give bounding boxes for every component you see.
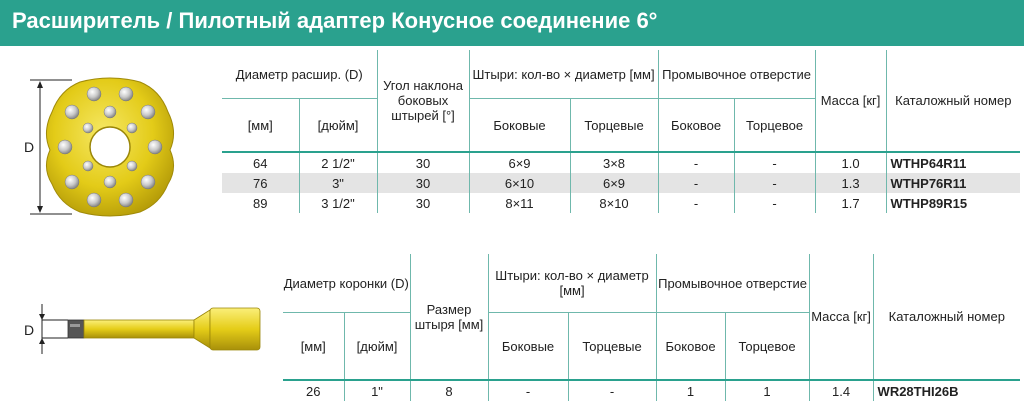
header-mass: Масса [кг] — [815, 50, 886, 152]
cell-flush-side: - — [658, 173, 734, 193]
cell-inch: 2 1/2" — [299, 152, 377, 173]
header-mass: Масса [кг] — [809, 254, 873, 380]
cell-pins-face: 8×10 — [570, 193, 658, 213]
cell-mass: 1.7 — [815, 193, 886, 213]
header-pins: Штыри: кол-во × диаметр [мм] — [469, 50, 658, 99]
cell-pins-side: - — [488, 380, 568, 401]
header-pins: Штыри: кол-во × диаметр [мм] — [488, 254, 656, 313]
cell-pin-size: 8 — [410, 380, 488, 401]
adapter-dimension-label: D — [24, 322, 35, 338]
header-flush: Промывочное отверстие — [658, 50, 815, 99]
header-diameter: Диаметр коронки (D) — [283, 254, 410, 313]
header-catalog: Каталожный номер — [873, 254, 1020, 380]
header-flush-face: Торцевое — [725, 313, 809, 381]
cell-angle: 30 — [377, 173, 469, 193]
cell-mm: 89 — [222, 193, 299, 213]
header-flush-face: Торцевое — [734, 99, 815, 153]
cell-pins-side: 6×9 — [469, 152, 570, 173]
header-pins-side: Боковые — [469, 99, 570, 153]
header-pins-face: Торцевые — [568, 313, 656, 381]
table-row — [222, 193, 1020, 213]
cell-mass: 1.4 — [809, 380, 873, 401]
cell-mm: 64 — [222, 152, 299, 173]
reamer-table — [222, 50, 1020, 213]
header-flush-side: Боковое — [656, 313, 725, 381]
cell-inch: 3 1/2" — [299, 193, 377, 213]
cell-flush-face: 1 — [725, 380, 809, 401]
adapter-table — [283, 254, 1020, 401]
cell-flush-face: - — [734, 193, 815, 213]
header-catalog: Каталожный номер — [886, 50, 1020, 152]
cell-inch: 3" — [299, 173, 377, 193]
table-row — [283, 380, 1020, 401]
cell-mm: 26 — [283, 380, 344, 401]
cell-catalog: WTHP76R11 — [886, 173, 1020, 193]
header-inch: [дюйм] — [299, 99, 377, 153]
title-bar — [0, 0, 1024, 46]
cell-flush-side: 1 — [656, 380, 725, 401]
header-mm: [мм] — [222, 99, 299, 153]
header-pin-size: Размер штыря [мм] — [410, 254, 488, 380]
table-row — [222, 173, 1020, 193]
cell-catalog: WR28THI26B — [877, 383, 959, 399]
cell-inch: 1" — [344, 380, 410, 401]
cell-angle: 30 — [377, 152, 469, 173]
cell-pins-face: 6×9 — [570, 173, 658, 193]
header-diameter: Диаметр расшир. (D) — [222, 50, 377, 99]
page-title: Расширитель / Пилотный адаптер Конусное соединение 6° — [12, 8, 658, 33]
cell-mass: 1.3 — [815, 173, 886, 193]
cell-flush-face: - — [734, 173, 815, 193]
cell-catalog: WTHP89R15 — [890, 195, 968, 211]
cell-mm: 76 — [222, 173, 299, 193]
header-inch: [дюйм] — [344, 313, 410, 381]
cell-pins-side: 6×10 — [469, 173, 570, 193]
table-row — [222, 152, 1020, 173]
cell-pins-face: - — [568, 380, 656, 401]
cell-catalog: WTHP64R11 — [890, 155, 967, 171]
header-flush: Промывочное отверстие — [656, 254, 809, 313]
reamer-illustration — [10, 72, 195, 222]
header-mm: [мм] — [283, 313, 344, 381]
cell-angle: 30 — [377, 193, 469, 213]
cell-flush-face: - — [734, 152, 815, 173]
cell-pins-side: 8×11 — [469, 193, 570, 213]
header-pins-side: Боковые — [488, 313, 568, 381]
header-pins-face: Торцевые — [570, 99, 658, 153]
header-flush-side: Боковое — [658, 99, 734, 153]
header-angle: Угол наклона боковых штырей [°] — [377, 50, 469, 152]
cell-flush-side: - — [658, 152, 734, 173]
cell-mass: 1.0 — [815, 152, 886, 173]
cell-pins-face: 3×8 — [570, 152, 658, 173]
reamer-dimension-label: D — [24, 139, 35, 155]
cell-flush-side: - — [658, 193, 734, 213]
adapter-illustration — [10, 290, 270, 370]
